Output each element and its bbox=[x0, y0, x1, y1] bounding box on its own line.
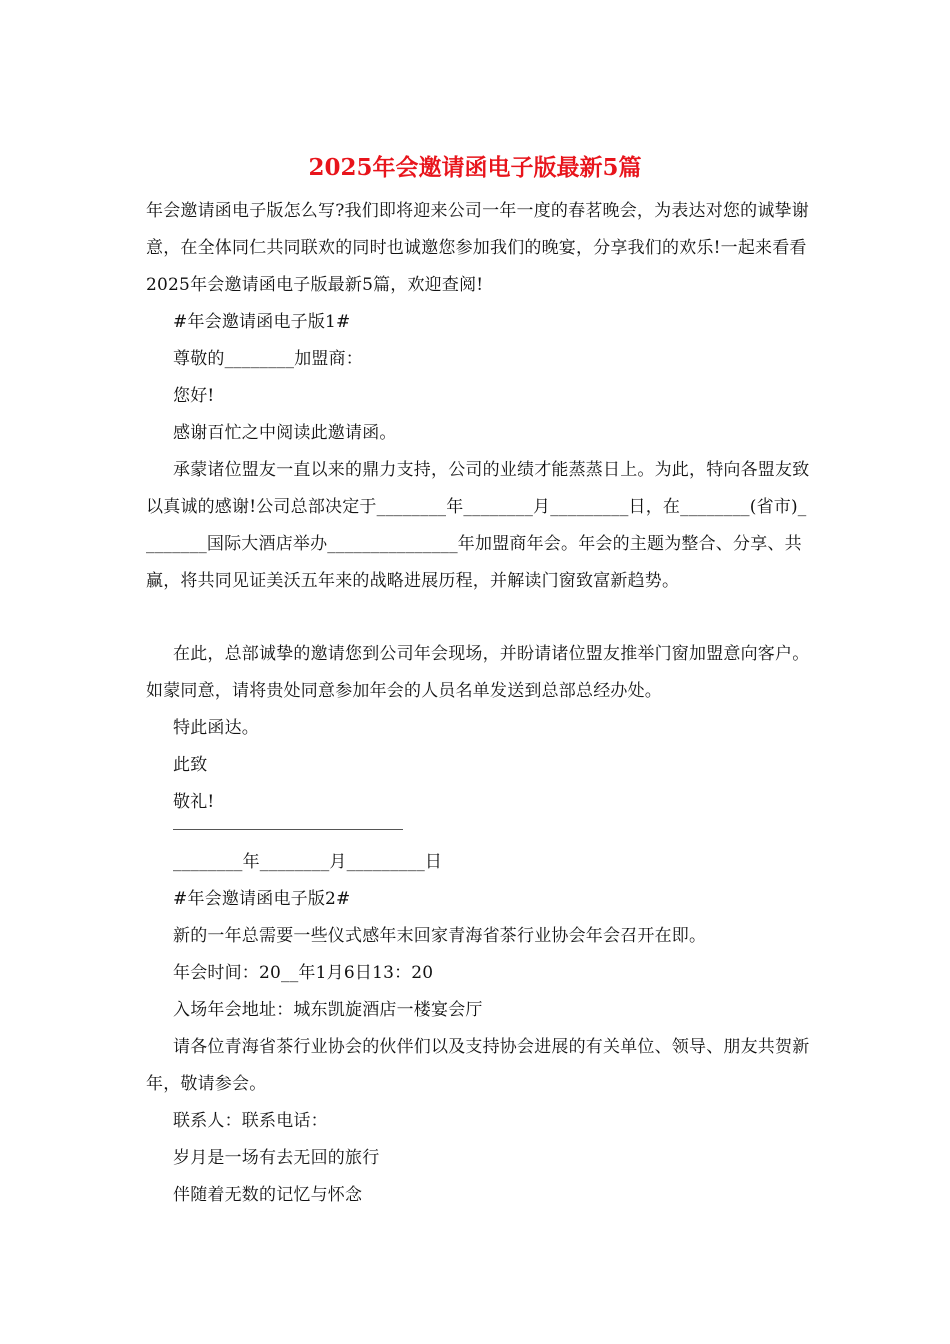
section2-line-4: 请各位青海省茶行业协会的伙伴们以及支持协会进展的有关单位、领导、朋友共贺新年，敬请参会。 bbox=[146, 1037, 810, 1094]
date-line: ________年________月_________日 bbox=[173, 852, 443, 872]
signature-line bbox=[173, 829, 403, 844]
closing-line-3: 敬礼! bbox=[173, 792, 215, 812]
section2-line-5: 联系人：联系电话： bbox=[173, 1111, 328, 1131]
section1-paragraph-1: 承蒙诸位盟友一直以来的鼎力支持，公司的业绩才能蒸蒸日上。为此，特向各盟友致以真诚的感谢!公司总部决定于________年________月_________日，在________(省市)________国际大酒店举办_______________年加盟商年会。年会的主题为整合、分享、共赢，将共同见证美沃五年来的战略进展历程，并解读门窗致富新趋势。 bbox=[146, 460, 810, 591]
document-body bbox=[146, 193, 810, 1214]
section2-heading: #年会邀请函电子版2# bbox=[173, 889, 351, 909]
section2-line-3: 入场年会地址：城东凯旋酒店一楼宴会厅 bbox=[173, 1000, 483, 1020]
closing-line-2: 此致 bbox=[173, 755, 208, 775]
section2-line-1: 新的一年总需要一些仪式感年末回家青海省茶行业协会年会召开在即。 bbox=[173, 926, 707, 946]
intro-paragraph: 年会邀请函电子版怎么写?我们即将迎来公司一年一度的春茗晚会，为表达对您的诚挚谢意，在全体同仁共同联欢的同时也诚邀您参加我们的晚宴，分享我们的欢乐!一起来看看2025年会邀请函电子版最新5篇，欢迎查阅! bbox=[146, 201, 809, 295]
thanks-line: 感谢百忙之中阅读此邀请函。 bbox=[173, 423, 397, 443]
section2-line-7: 伴随着无数的记忆与怀念 bbox=[173, 1185, 363, 1205]
salutation: 尊敬的________加盟商： bbox=[173, 349, 363, 369]
greeting: 您好! bbox=[173, 386, 215, 406]
section1-heading: #年会邀请函电子版1# bbox=[173, 312, 351, 332]
section1-paragraph-2: 在此，总部诚挚的邀请您到公司年会现场，并盼请诸位盟友推举门窗加盟意向客户。如蒙同意，请将贵处同意参加年会的人员名单发送到总部总经办处。 bbox=[146, 644, 810, 701]
blank-line bbox=[146, 600, 810, 636]
section2-line-6: 岁月是一场有去无回的旅行 bbox=[173, 1148, 380, 1168]
section2-line-2: 年会时间：20__年1月6日13：20 bbox=[173, 963, 434, 983]
document-title: 2025年会邀请函电子版最新5篇 bbox=[308, 154, 642, 181]
closing-line-1: 特此函达。 bbox=[173, 718, 259, 738]
